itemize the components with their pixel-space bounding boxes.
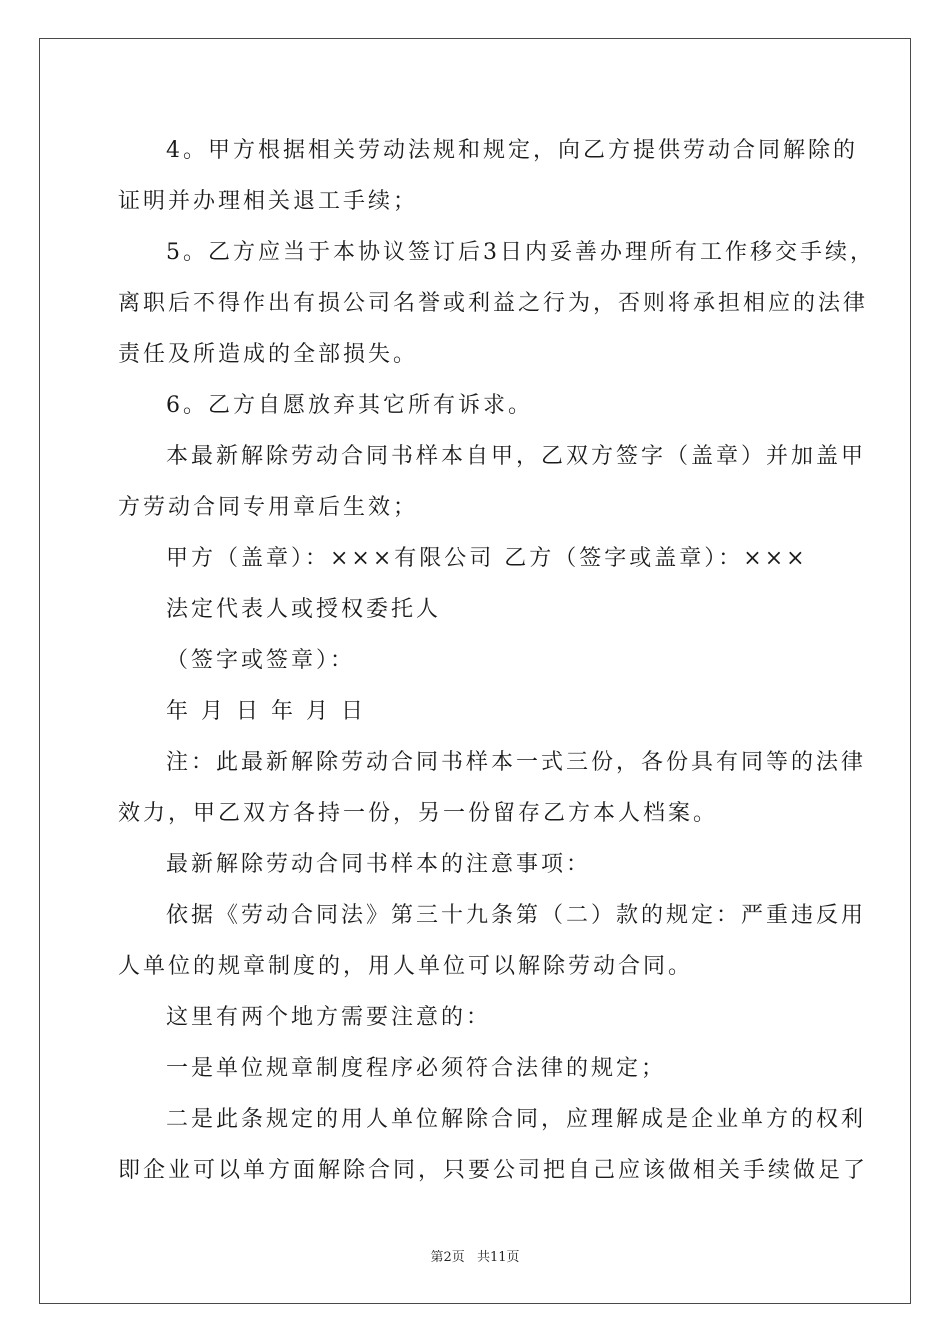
text-line: 依据《劳动合同法》第三十九条第（二）款的规定：严重违反用 bbox=[166, 903, 867, 928]
text-line: 最新解除劳动合同书样本的注意事项： bbox=[166, 852, 592, 877]
paragraph-effective-clause bbox=[118, 431, 867, 533]
signature-field bbox=[118, 635, 838, 686]
paragraph-point-two bbox=[118, 1094, 869, 1196]
paragraph-item-4 bbox=[118, 125, 858, 227]
text-line: 证明并办理相关退工手续； bbox=[118, 189, 419, 214]
page-footer bbox=[0, 1246, 950, 1265]
legal-representative bbox=[118, 584, 838, 635]
text-line: 一是单位规章制度程序必须符合法律的规定； bbox=[166, 1056, 667, 1081]
text-line: 责任及所造成的全部损失。 bbox=[118, 342, 419, 367]
text-line: 年 月 日 年 月 日 bbox=[166, 699, 366, 724]
signature-parties bbox=[118, 533, 838, 584]
text-line: 即企业可以单方面解除合同，只要公司把自己应该做相关手续做足了 bbox=[118, 1158, 869, 1183]
paragraph-note bbox=[118, 737, 867, 839]
section-heading-notes bbox=[118, 839, 838, 890]
paragraph-legal-basis bbox=[118, 890, 867, 992]
document-body bbox=[118, 125, 875, 1196]
text-line: 离职后不得作出有损公司名誉或利益之行为，否则将承担相应的法律 bbox=[118, 291, 869, 316]
text-line: 6。乙方自愿放弃其它所有诉求。 bbox=[166, 393, 533, 418]
text-line: 效力，甲乙双方各持一份，另一份留存乙方本人档案。 bbox=[118, 801, 719, 826]
paragraph-point-one bbox=[118, 1043, 838, 1094]
text-line: 本最新解除劳动合同书样本自甲，乙双方签字（盖章）并加盖甲 bbox=[166, 444, 867, 469]
page-total: 共11页 bbox=[476, 1250, 520, 1265]
text-line: 注：此最新解除劳动合同书样本一式三份，各份具有同等的法律 bbox=[166, 750, 867, 775]
text-line: 4。甲方根据相关劳动法规和规定，向乙方提供劳动合同解除的 bbox=[166, 138, 858, 163]
date-field bbox=[118, 686, 838, 737]
page-number: 第2页 bbox=[430, 1250, 465, 1265]
text-line: （签字或签章）： bbox=[166, 648, 356, 673]
text-line: 这里有两个地方需要注意的： bbox=[166, 1005, 492, 1030]
text-line: 方劳动合同专用章后生效； bbox=[118, 495, 419, 520]
paragraph-item-6 bbox=[118, 380, 838, 431]
text-line: 5。乙方应当于本协议签订后3日内妥善办理所有工作移交手续， bbox=[166, 240, 875, 265]
paragraph-item-5 bbox=[118, 227, 875, 380]
paragraph-two-points bbox=[118, 992, 838, 1043]
text-line: 人单位的规章制度的，用人单位可以解除劳动合同。 bbox=[118, 954, 694, 979]
text-line: 二是此条规定的用人单位解除合同，应理解成是企业单方的权利 bbox=[166, 1107, 867, 1132]
text-line: 法定代表人或授权委托人 bbox=[166, 597, 442, 622]
text-line: 甲方（盖章）：×××有限公司 乙方（签字或盖章）：××× bbox=[166, 546, 808, 571]
